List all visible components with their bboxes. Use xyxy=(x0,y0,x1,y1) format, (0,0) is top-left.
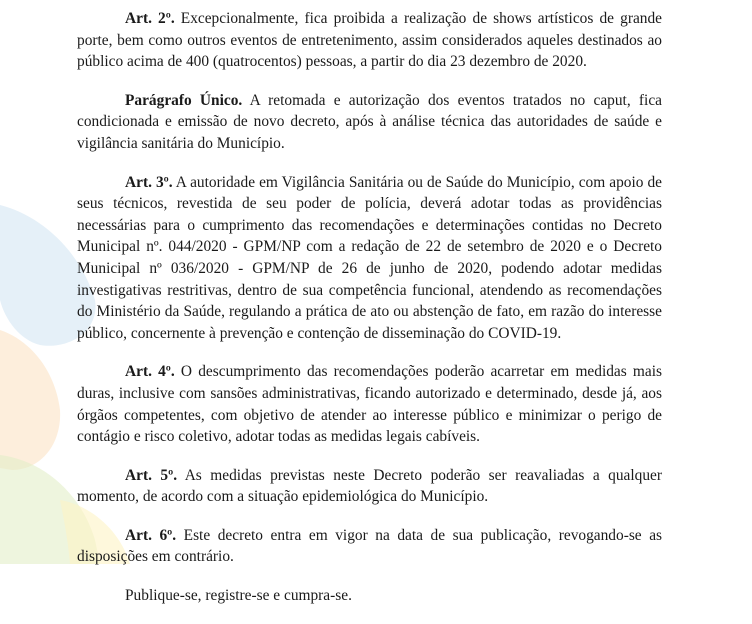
article-2 xyxy=(77,8,662,73)
article-5 xyxy=(77,465,662,508)
article-3 xyxy=(77,172,662,345)
article-6-body: Este decreto entra em vigor na data de sua publicação, revogando-se as disposições em contrário. xyxy=(77,526,663,566)
article-2-body: Excepcionalmente, fica proibida a realização de shows artísticos de grande porte, bem como outros eventos de entretenimento, assim considerados aqueles destinados ao público acima de 400 (quatrocentos) pessoas, a partir do dia 23 dezembro de 2020. xyxy=(77,10,662,71)
article-4-body: O descumprimento das recomendações poderão acarretar em medidas mais duras, inclusive com sansões administrativas, ficando autorizado e determinado, desde já, aos órgãos competentes, com objetivo de atender ao interesse público e minimizar o perigo de contágio e risco coletivo, adotar todas as medidas legais cabíveis. xyxy=(77,363,662,446)
watermark-orange-swoosh xyxy=(0,330,60,470)
article-4-number: Art. 4º. xyxy=(125,363,175,381)
article-3-body: A autoridade em Vigilância Sanitária ou de Saúde do Município, com apoio de seus técnicos, revestida de seu poder de polícia, deverá adotar todas as providências necessárias para o cumprimento das recomendações e determinações contidas no Decreto Municipal nº. 044/2020 - GPM/NP com a redação de 22 de setembro de 2020 e o Decreto Municipal nº 036/2020 - GPM/NP de 26 de junho de 2020, podendo adotar medidas investigativas restritivas, dentro de sua competência funcional, atendendo as recomendações do Ministério da Saúde, regulando a prática de ato ou abstenção de fato, em razão do interesse público, concernente à prevenção e contenção de disseminação do COVID-19. xyxy=(77,173,663,342)
article-2-number: Art. 2º. xyxy=(125,10,175,27)
article-3-number: Art. 3º. xyxy=(125,173,173,191)
article-5-number: Art. 5º. xyxy=(125,466,178,484)
article-6 xyxy=(77,525,662,568)
paragrafo-unico-label: Parágrafo Único. xyxy=(125,91,243,109)
decree-text xyxy=(77,8,662,624)
paragrafo-unico xyxy=(77,90,662,155)
paragrafo-unico-body: A retomada e autorização dos eventos tratados no caput, fica condicionada e emissão de novo decreto, após à análise técnica das autoridades de saúde e vigilância sanitária do Município. xyxy=(77,91,662,152)
article-5-body: As medidas previstas neste Decreto poderão ser reavaliadas a qualquer momento, de acordo com a situação epidemiológica do Município. xyxy=(77,466,662,506)
article-6-number: Art. 6º. xyxy=(125,526,177,544)
article-4 xyxy=(77,361,662,447)
closing-formula: Publique-se, registre-se e cumpra-se. xyxy=(125,587,352,605)
